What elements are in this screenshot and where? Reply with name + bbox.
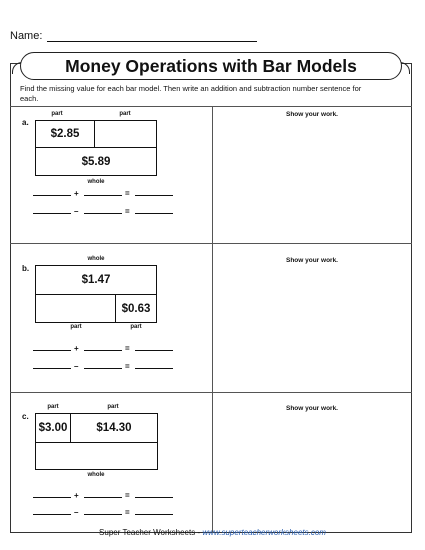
section-divider [10,106,412,107]
answer-blank[interactable] [135,368,173,369]
answer-blank[interactable] [84,514,122,515]
answer-blank[interactable] [84,195,122,196]
equals-sign: = [125,189,130,198]
problem-letter: b. [22,264,30,273]
bar-part-2: $0.63 [115,294,157,323]
equals-sign: = [125,344,130,353]
answer-blank[interactable] [135,350,173,351]
minus-sign: – [74,508,79,517]
equals-sign: = [125,362,130,371]
answer-blank[interactable] [135,514,173,515]
problem-letter: a. [22,118,29,127]
whole-label: whole [87,472,105,478]
name-field[interactable] [47,41,257,42]
bar-part-2: $14.30 [70,413,158,443]
column-divider [212,106,213,533]
footer [0,528,425,537]
answer-blank[interactable] [84,368,122,369]
show-work-label: Show your work. [285,111,338,118]
answer-blank[interactable] [33,195,71,196]
bar-part-2 [94,120,157,148]
answer-blank[interactable] [84,350,122,351]
plus-sign: + [74,344,79,353]
whole-label: whole [87,179,105,185]
part-label: part [70,324,82,330]
title-banner [10,52,412,82]
answer-blank[interactable] [135,195,173,196]
bar-part-1: $3.00 [35,413,71,443]
minus-sign: – [74,362,79,371]
answer-blank[interactable] [33,368,71,369]
answer-blank[interactable] [135,213,173,214]
section-divider [10,243,412,244]
answer-blank[interactable] [33,514,71,515]
answer-blank[interactable] [33,350,71,351]
plus-sign: + [74,189,79,198]
part-label: part [130,324,142,330]
footer-text: Super Teacher Worksheets - [99,528,203,537]
show-work-label: Show your work. [285,405,338,412]
equals-sign: = [125,207,130,216]
answer-blank[interactable] [33,497,71,498]
equals-sign: = [125,508,130,517]
part-label: part [107,404,119,410]
equals-sign: = [125,491,130,500]
part-label: part [51,111,63,117]
section-divider [10,392,412,393]
answer-blank[interactable] [84,213,122,214]
bar-part-1: $2.85 [35,120,95,148]
footer-link[interactable]: www.superteacherworksheets.com [202,528,326,537]
minus-sign: – [74,207,79,216]
answer-blank[interactable] [33,213,71,214]
bar-whole: $5.89 [35,147,157,176]
whole-label: whole [87,256,105,262]
bar-part-1 [35,294,116,323]
answer-blank[interactable] [84,497,122,498]
page-title: Money Operations with Bar Models [20,52,402,80]
bar-whole: $1.47 [35,265,157,295]
show-work-label: Show your work. [285,257,338,264]
instructions: Find the missing value for each bar model. Then write an addition and subtraction number sentence for each. [20,84,362,103]
name-label: Name: [10,30,43,42]
part-label: part [47,404,59,410]
plus-sign: + [74,491,79,500]
bar-whole [35,442,158,470]
part-label: part [119,111,131,117]
problem-letter: c. [22,412,29,421]
answer-blank[interactable] [135,497,173,498]
